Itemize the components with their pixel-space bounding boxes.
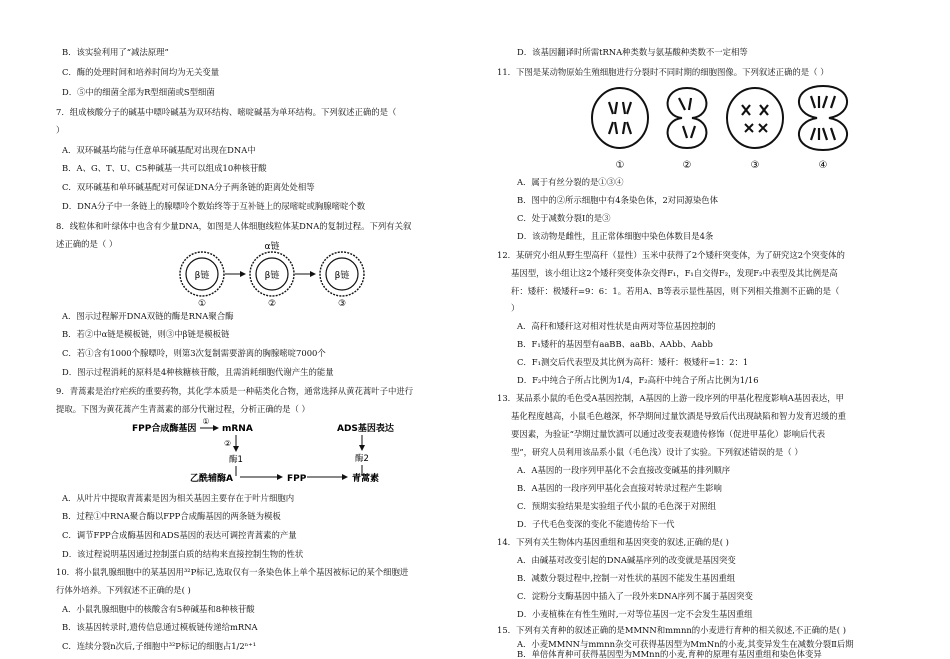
q11-option-c: C．处于减数分裂Ⅰ的是③ bbox=[517, 213, 611, 223]
q13-option-d: D．子代毛色变深的变化不能遗传给下一代 bbox=[517, 519, 675, 529]
ads-gene-expression-label: ADS基因表达 bbox=[337, 424, 394, 434]
q12-option-d: D．F₂中纯合子所占比例为1/4，F₂高秆中纯合子所占比例为1/16 bbox=[517, 375, 759, 385]
enzyme-2-label: 酶2 bbox=[355, 454, 369, 464]
q10-option-a: A．小鼠乳腺细胞中的核酸含有5种碱基和8种核苷酸 bbox=[62, 604, 255, 614]
q8-option-c: C．若①含有1000个腺嘌呤，则第3次复制需要游离的胸腺嘧啶7000个 bbox=[62, 348, 326, 358]
q7-stem-1: 7．组成核酸分子的碱基中嘌呤碱基为双环结构、嘧啶碱基为单环结构。下列叙述正确的是（ bbox=[56, 107, 397, 117]
q13-stem-4: 型”，研究人员利用该品系小鼠（毛色浅）设计了实验。下列叙述错误的是（ ） bbox=[511, 447, 803, 457]
q11-option-a: A．属于有丝分裂的是①③④ bbox=[517, 177, 624, 187]
beta-chain-label-2: β链 bbox=[264, 271, 280, 281]
q14-option-d: D．小麦植株在有性生殖时,一对等位基因一定不会发生基因重组 bbox=[517, 609, 753, 619]
q8-option-b: B．若②中α链是模板链，则③中β链是模板链 bbox=[62, 329, 230, 339]
q7-option-c: C．双环碱基和单环碱基配对可保证DNA分子两条链的距离处处相等 bbox=[62, 182, 315, 192]
q15-stem: 15．下列有关育种的叙述正确的是MMNN和mmnn的小麦进行育种的相关叙述,不正确的是( ) bbox=[497, 625, 846, 635]
q14-option-b: B．减数分裂过程中,控制一对性状的基因不能发生基因重组 bbox=[517, 573, 736, 583]
cell-3 bbox=[727, 88, 783, 148]
fpp-synthase-gene-label: FPP合成酶基因 bbox=[132, 424, 197, 434]
figure-label-3: ③ bbox=[337, 299, 347, 308]
cell-label-1: ① bbox=[615, 160, 625, 171]
dna-circle-3 bbox=[320, 252, 364, 296]
mrna-label: mRNA bbox=[222, 424, 253, 434]
process-1-label: ① bbox=[202, 417, 210, 426]
q7-option-a: A．双环碱基均能与任意单环碱基配对出现在DNA中 bbox=[62, 145, 256, 155]
q12-option-c: C．F₁测交后代表型及其比例为高秆：矮秆：极矮秆=1：2：1 bbox=[517, 357, 749, 367]
alpha-chain-label: α链 bbox=[264, 242, 280, 252]
q11-stem: 11．下图是某动物原始生殖细胞进行分裂时不同时期的细胞图像。下列叙述正确的是（ ） bbox=[497, 67, 829, 77]
q10-stem-2: 行体外培养。下列叙述不正确的是( ) bbox=[56, 585, 191, 595]
q7-stem-2: ） bbox=[56, 125, 65, 135]
mtdna-replication-figure bbox=[167, 240, 397, 308]
acetyl-coa-label: 乙酰辅酶A bbox=[190, 474, 233, 484]
figure-label-1: ① bbox=[197, 299, 207, 308]
beta-chain-label-1: β链 bbox=[194, 271, 210, 281]
q12-option-a: A．高秆和矮秆这对相对性状是由两对等位基因控制的 bbox=[517, 321, 716, 331]
q9-option-d: D．该过程说明基因通过控制蛋白质的结构来直接控制生物的性状 bbox=[62, 549, 304, 559]
fpp-label: FPP bbox=[287, 474, 307, 484]
cell-label-2: ② bbox=[682, 160, 692, 171]
cell-4 bbox=[799, 86, 847, 150]
q7-option-b: B．A、G、T、U、C5种碱基一共可以组成10种核苷酸 bbox=[62, 163, 267, 173]
q14-option-c: C．淀粉分支酶基因中插入了一段外来DNA序列不属于基因突变 bbox=[517, 591, 753, 601]
q15-option-a: A．小麦MMNN与mmnn杂交可获得基因型为MmNn的小麦,其变异发生在减数分裂Ⅱ后期 bbox=[517, 639, 854, 649]
artemisinin-label: 青蒿素 bbox=[352, 474, 380, 484]
q12-stem-4: ） bbox=[511, 303, 520, 313]
cell-division-figure bbox=[587, 80, 857, 172]
q11-option-d: D．该动物是雌性，且正常体细胞中染色体数目是4条 bbox=[517, 231, 714, 241]
q14-stem: 14．下列有关生物体内基因重组和基因突变的叙述,正确的是( ) bbox=[497, 537, 729, 547]
cell-label-4: ④ bbox=[818, 160, 828, 171]
q6-option-b: B．该实验利用了“减法原理” bbox=[62, 47, 169, 57]
q14-option-a: A．由碱基对改变引起的DNA碱基序列的改变就是基因突变 bbox=[517, 555, 736, 565]
dna-circle-2 bbox=[250, 252, 294, 296]
q12-stem-2: 基因型，该小组让这2个矮秆突变体杂交得F₁，F₁自交得F₂，发现F₂中表型及其比例是高 bbox=[511, 268, 838, 278]
q10-option-b: B．该基因转录时,遗传信息通过模板链传递给mRNA bbox=[62, 622, 258, 632]
q13-option-b: B．A基因的一段序列甲基化会直接对转录过程产生影响 bbox=[517, 483, 722, 493]
artemisinin-pathway-figure bbox=[132, 416, 422, 488]
q9-stem-1: 9．青蒿素是治疗疟疾的重要药物，其化学本质是一种萜类化合物，通常选择从黄花蒿叶子中进行 bbox=[56, 386, 414, 396]
q11-option-b: B．图中的②所示细胞中有4条染色体，2对同源染色体 bbox=[517, 195, 719, 205]
q9-option-a: A．从叶片中提取青蒿素是因为相关基因主要存在于叶片细胞内 bbox=[62, 493, 295, 503]
cell-1 bbox=[592, 88, 648, 148]
q8-option-d: D．图示过程消耗的原料是4种核糖核苷酸，且需消耗细胞代谢产生的能量 bbox=[62, 367, 334, 377]
q9-stem-2: 提取。下图为黄花蒿产生青蒿素的部分代谢过程，分析正确的是（ ） bbox=[56, 404, 310, 414]
q9-option-c: C．调节FPP合成酶基因和ADS基因的表达可调控青蒿素的产量 bbox=[62, 530, 297, 540]
q10-stem-1: 10．将小鼠乳腺细胞中的某基因用³²P标记,选取仅有一条染色体上单个基因被标记的某个细胞进 bbox=[56, 567, 409, 577]
q13-option-a: A．A基因的一段序列甲基化不会直接改变碱基的排列顺序 bbox=[517, 465, 731, 475]
q13-option-c: C．预期实验结果是实验组子代小鼠的毛色深于对照组 bbox=[517, 501, 717, 511]
q9-option-b: B．过程①中RNA聚合酶以FPP合成酶基因的两条链为模板 bbox=[62, 511, 281, 521]
q10-option-c: C．连续分裂n次后,子细胞中³²P标记的细胞占1/2ⁿ⁺¹ bbox=[62, 641, 257, 651]
q8-stem-2: 述正确的是（ ） bbox=[56, 239, 118, 249]
q13-stem-2: 基化程度越高，小鼠毛色越深，怀孕期间过量饮酒是导致后代出现缺陷和智力发育迟缓的重 bbox=[511, 411, 846, 421]
q15-option-b: B．单倍体育种可获得基因型为MMnn的小麦,育种的原理有基因重组和染色体变异 bbox=[517, 649, 822, 659]
q8-stem-1: 8．线粒体和叶绿体中也含有少量DNA，如图是人体细胞线粒体某DNA的复制过程。下列有关叙 bbox=[56, 221, 412, 231]
cell-label-3: ③ bbox=[750, 160, 760, 171]
enzyme-1-label: 酶1 bbox=[229, 455, 243, 465]
figure-label-2: ② bbox=[267, 299, 277, 308]
q6-option-c: C．酶的处理时间和培养时间均为无关变量 bbox=[62, 67, 220, 77]
process-2-label: ② bbox=[224, 439, 232, 448]
beta-chain-label-3: β链 bbox=[334, 271, 350, 281]
q12-option-b: B．F₁矮秆的基因型有aaBB、aaBb、AAbb、Aabb bbox=[517, 339, 713, 349]
q12-stem-1: 12．某研究小组从野生型高秆（显性）玉米中获得了2个矮秆突变体，为了研究这2个突变体的 bbox=[497, 250, 845, 260]
q13-stem-1: 13．某品系小鼠的毛色受A基因控制，A基因的上游一段序列的甲基化程度影响A基因表达，甲 bbox=[497, 393, 845, 403]
q10-option-d: D．该基因翻译时所需tRNA种类数与氨基酸种类数不一定相等 bbox=[517, 47, 748, 57]
q13-stem-3: 要因素，为验证“孕期过量饮酒可以通过改变表观遗传修饰（促进甲基化）影响后代表 bbox=[511, 429, 826, 439]
q6-option-d: D．⑤中的细菌全部为R型细菌或S型细菌 bbox=[62, 87, 215, 97]
q8-option-a: A．图示过程解开DNA双链的酶是RNA聚合酶 bbox=[62, 311, 234, 321]
q7-option-d: D．DNA分子中一条链上的腺嘌呤个数始终等于互补链上的尿嘧啶或胸腺嘧啶个数 bbox=[62, 201, 366, 211]
cell-2 bbox=[668, 88, 707, 148]
q12-stem-3: 秆：矮秆：极矮秆=9：6：1。若用A、B等表示显性基因，则下列相关推测不正确的是（ bbox=[511, 286, 840, 296]
dna-circle-1 bbox=[180, 252, 224, 296]
